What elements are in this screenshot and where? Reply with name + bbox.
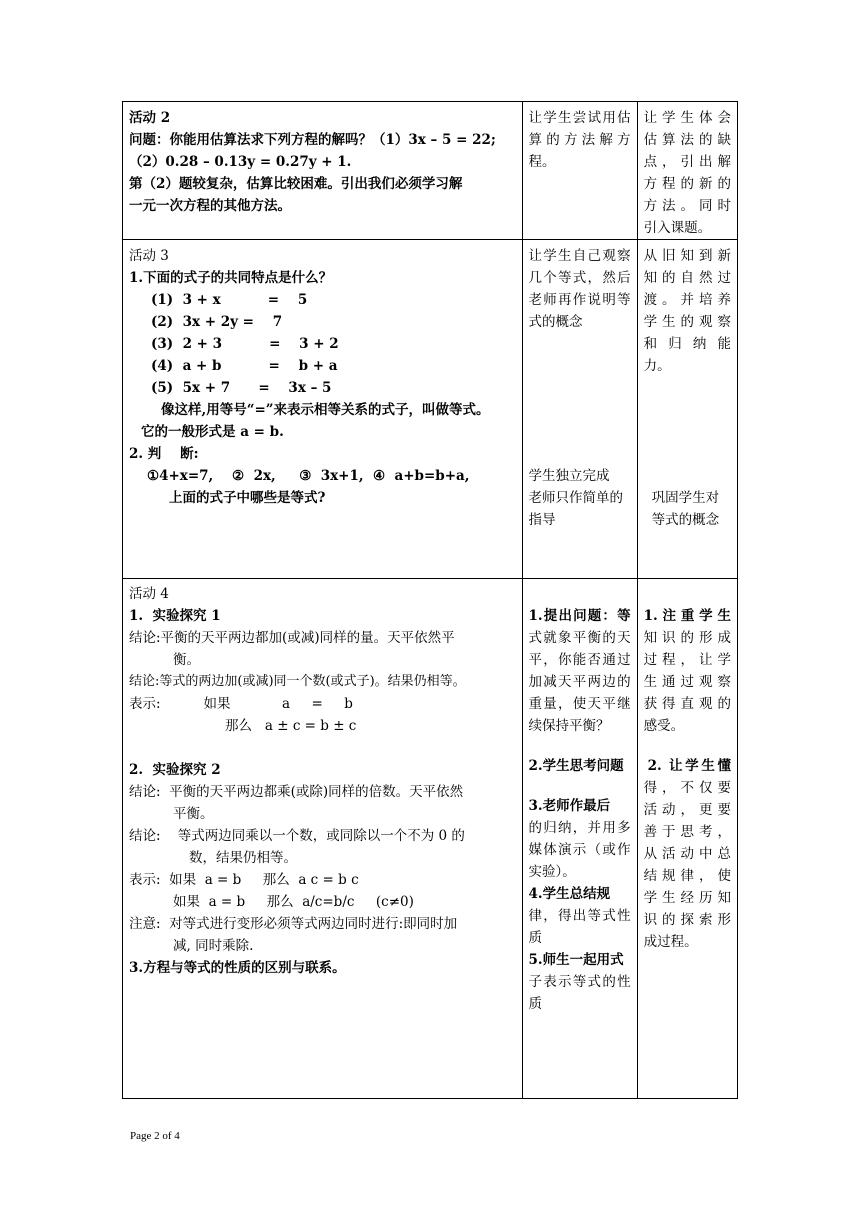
activity-3-q2: 2. 判 断: [129,446,199,462]
activity-2-intent [637,102,737,240]
text-line: 2.学生思考问题 [528,758,624,774]
activity-3-intent [637,240,737,579]
activity-2-teacher [522,102,637,240]
text-line: 和归纳能 [643,336,731,352]
text-line: 巩固学生对 [651,490,720,506]
note-line: 注意: 对等式进行变形必须等式两边同时进行:即同时加 [129,916,458,932]
text-line: 学生独立完成 [528,468,610,484]
text-line: 式就象平衡的天 [528,630,631,646]
text-line: 识的探索形 [643,912,731,928]
spacer [129,737,516,759]
text-line: 力。 [643,358,671,374]
activity-2-content [123,102,523,240]
conclusion-line: 数，结果仍相等。 [189,850,297,866]
text-line: 从旧知到新 [643,248,731,264]
text-line: 学生的观察 [643,314,731,330]
judge-question: 上面的式子中哪些是等式? [169,490,326,506]
text-line: 子表示等式的性 [528,974,631,990]
equation-line: (4) a + b = b + a [151,358,338,374]
text-line: 式的概念 [528,314,583,330]
activity-2-note-2: 一元一次方程的其他方法。 [129,198,291,214]
text-line: 知识的形成 [643,630,731,646]
text-line: 5.师生一起用式 [528,952,624,968]
text-line: 指导 [528,512,556,528]
activity-2-question: 问题：你能用估算法求下列方程的解吗？（1）3x – 5 = 22; [129,132,496,148]
text-line: 方法。同时 [643,198,731,214]
text-line: 几个等式，然后 [528,270,631,286]
text-line: 加减天平两边的 [528,674,631,690]
text-line: 的归纳，并用多 [528,820,631,836]
text-line: 质 [528,996,543,1012]
text-line: 2. 让学生懂 [647,758,731,774]
conclusion-line: 结论:等式的两边加(或减)同一个数(或式子)。结果仍相等。 [129,674,466,689]
text-line: 1.提出问题：等 [528,608,631,624]
text-line: 估算法的缺 [643,132,731,148]
text-line: 让学生自己观察 [528,248,631,264]
activity-3-teacher [522,240,637,579]
activity-3-q1: 1.下面的式子的共同特点是什么？ [129,270,333,286]
text-line: 结规律，使 [643,868,731,884]
text-line: 算的方法解方 [528,132,631,148]
spacer [644,377,731,487]
spacer [529,333,631,465]
general-form-line: 它的一般形式是 a = b. [141,424,284,440]
text-line: 善于思考， [643,824,731,840]
text-line: 重量，使天平继 [528,696,631,712]
text-line: 引入课题。 [643,220,712,236]
equation-line: (3) 2 + 3 = 3 + 2 [151,336,339,352]
lesson-table [122,101,738,1099]
text-line: 点，引出解 [643,154,731,170]
definition-line: 像这样,用等号“=”来表示相等关系的式子，叫做等式。 [161,402,490,418]
text-line: 质 [528,930,543,946]
text-line: 老师再作说明等 [528,292,631,308]
spacer [529,777,631,795]
judge-items: ①4+x=7, ② 2x, ③ 3x+1, ④ a+b=b+a, [147,468,470,484]
experiment-2-heading: 2. 实验探究 2 [129,762,221,778]
note-line: 减, 同时乘除. [173,938,254,954]
text-line: 等式的概念 [651,512,720,528]
text-line: 方程的新的 [643,176,731,192]
activity-4-content [123,579,523,1099]
row-activity-3 [123,240,738,579]
page-footer: Page 2 of 4 [130,1130,180,1142]
activity-3-content [123,240,523,579]
equation-line: (2) 3x + 2y = 7 [151,314,283,330]
text-line: 程。 [528,154,556,170]
conclusion-line: 衡。 [173,652,200,668]
conclusion-line: 结论: 等式两边同乘以一个数，或同除以一个不为 0 的 [129,828,465,844]
equation-line: (1) 3 + x = 5 [151,292,308,308]
conclusion-line: 结论:平衡的天平两边都加(或减)同样的量。天平依然平 [129,630,455,646]
text-line: 从活动中总 [643,846,731,862]
experiment-1-heading: 1. 实验探究 1 [129,608,221,624]
row-activity-2 [123,102,738,240]
text-line: 1.注重学生 [643,608,731,624]
text-line: 渡。并培养 [643,292,731,308]
spacer [644,737,731,755]
spacer [529,737,631,755]
notation-line: 如果 a = b 那么 a/c=b/c (c≠0) [173,894,414,910]
text-line: 让学生体会 [643,110,731,126]
activity-2-title: 活动 2 [129,110,171,126]
text-line: 老师只作简单的 [528,490,624,506]
notation-line: 表示: 如果 a = b 那么 a c = b c [129,872,359,888]
equation-line: (5) 5x + 7 = 3x – 5 [151,380,332,396]
text-line: 4.学生总结规 [528,886,611,902]
text-line: 3.老师作最后 [528,798,611,814]
activity-2-question-2: （2）0.28 – 0.13y = 0.27y + 1. [129,154,352,170]
activity-3-title: 活动 3 [129,248,169,264]
conclusion-line: 平衡。 [173,806,214,822]
text-line: 知的自然过 [643,270,731,286]
text-line: 续保持平衡？ [528,718,610,734]
text-line: 生通过观察 [643,674,731,690]
text-line: 感受。 [643,718,685,734]
text-line: 获得直观的 [643,696,731,712]
text-line: 实验）。 [528,864,576,880]
row-activity-4 [123,579,738,1099]
text-line: 媒体演示（或作 [528,842,631,858]
text-line: 活动，更要 [643,802,731,818]
text-line: 成过程。 [643,934,698,950]
activity-4-title: 活动 4 [129,586,169,602]
notation-line: 那么 a ± c = b ± c [225,718,357,734]
activity-4-teacher [522,579,637,1099]
text-line: 过程，让学 [643,652,731,668]
activity-4-intent [637,579,737,1099]
question-3: 3.方程与等式的性质的区别与联系。 [129,960,346,976]
activity-2-note: 第（2）题较复杂，估算比较困难。引出我们必须学习解 [129,176,463,192]
text-line: 律，得出等式性 [528,908,631,924]
text-line: 让学生尝试用估 [528,110,631,126]
text-line: 得，不仅要 [643,780,731,796]
notation-line: 表示: 如果 a = b [129,696,353,712]
text-line: 学生经历知 [643,890,731,906]
text-line: 平，你能否通过 [528,652,631,668]
conclusion-line: 结论: 平衡的天平两边都乘(或除)同样的倍数。天平依然 [129,784,464,800]
